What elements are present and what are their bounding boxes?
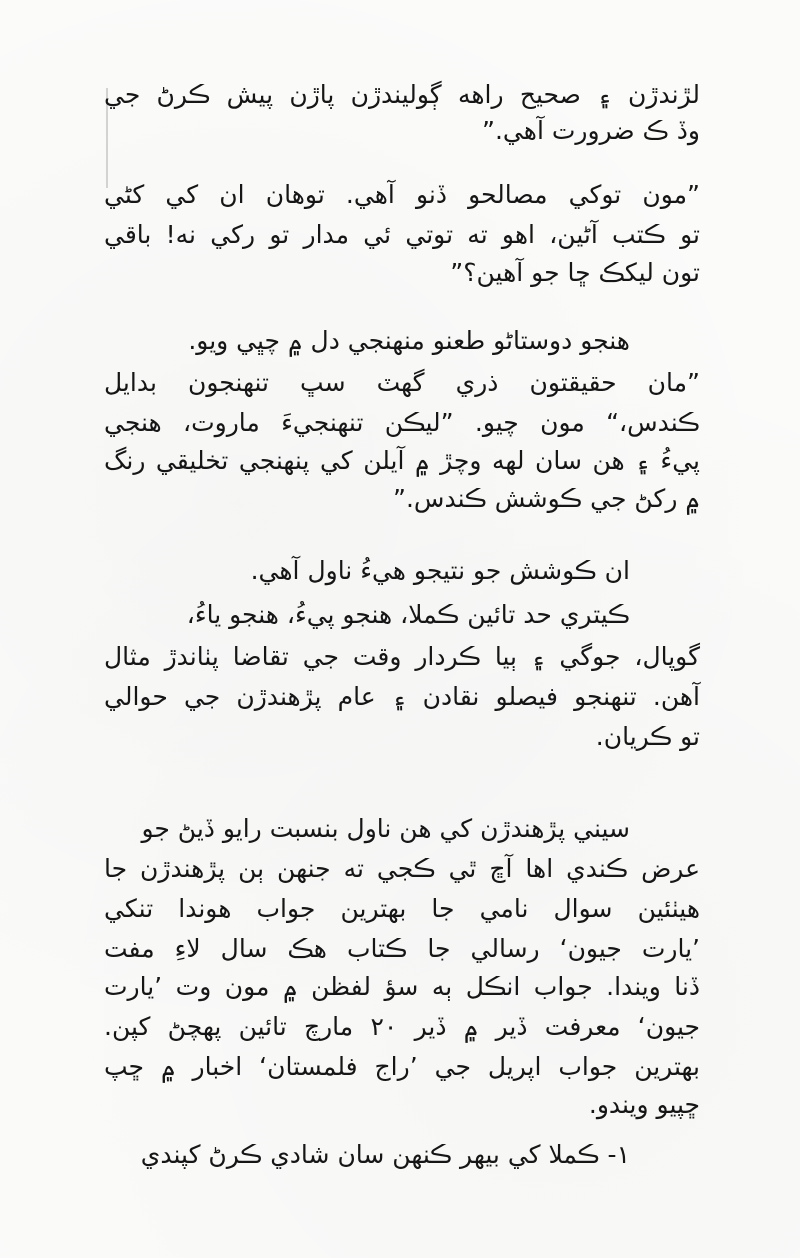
text-line: عرض ڪندي اها آڇ ٿي ڪجي ته جنهن ٻن پڙهندڙن جا	[104, 854, 700, 883]
text-line: تون ليکڪ ڇا جو آهين؟”	[450, 258, 700, 287]
text-line: گوپال، جوگي ۽ ٻيا ڪردار وقت جي تقاضا پٺاندڙ مثال	[104, 642, 700, 671]
text-line: ۱- ڪملا کي بيهر ڪنهن سان شادي ڪرڻ کپندي	[140, 1140, 630, 1169]
text-line: هيٺئين سوال نامي جا بهترين جواب هوندا تنکي	[104, 894, 700, 923]
text-line: لڙندڙن ۽ صحيح راهه ڳوليندڙن پاڙن پيش ڪرڻ جي	[104, 80, 700, 109]
text-line: ”مون توکي مصالحو ڏنو آهي. توهان ان کي کڻي	[104, 180, 700, 209]
text-line: بهترين جواب اپريل جي ’راج فلمستان‘ اخبار ۾ ڇپ	[104, 1052, 700, 1081]
text-line: ڪيتري حد تائين ڪملا، هنجو پيءُ، هنجو ياءُ،	[186, 600, 630, 629]
text-line: جيون‘ معرفت ڏير ۾ ڏير ۲۰ مارچ تائين پهچڻ کپن.	[104, 1012, 700, 1041]
text-line: ڏنا ويندا. جواب انڪل ٻه سؤ لفظن ۾ مون وت ’يارت	[104, 972, 700, 1001]
text-line: تو ڪريان.	[595, 722, 700, 751]
text-line: ’يارت جيون‘ رسالي جا ڪتاب هڪ سال لاءِ مفت	[104, 934, 700, 963]
text-line: سيني پڙهندڙن کي هن ناول بنسبت رايو ڏيڻ جو	[141, 814, 630, 843]
text-line: ۾ رکڻ جي ڪوشش ڪندس.”	[393, 484, 700, 513]
text-line: ڪندس،“ مون چيو. ”ليڪن تنهنجيءَ ماروت، هنجي	[104, 408, 700, 437]
text-line: پيءُ ۽ هن سان لهه وچڙ ۾ آيلن کي پنهنجي تخليقي رنگ	[104, 446, 700, 475]
text-line: وڏ ڪ ضرورت آهي.”	[482, 116, 700, 145]
text-line: تو ڪتب آڻين، اهو ته توتي ئي مدار تو رکي نه! باقي	[104, 220, 700, 249]
text-line: هنجو دوستاڻو طعنو منهنجي دل ۾ چڀي ويو.	[188, 326, 630, 355]
text-line: ان ڪوشش جو نتيجو هيءُ ناول آهي.	[250, 556, 630, 585]
text-line: ڇپيو ويندو.	[588, 1090, 700, 1119]
text-line: ”مان حقيقتون ذري گهٽ سڀ تنهنجون بدايل	[104, 368, 700, 397]
text-line: آهن. تنهنجو فيصلو نقادن ۽ عام پڙهندڙن جي حوالي	[104, 682, 700, 711]
